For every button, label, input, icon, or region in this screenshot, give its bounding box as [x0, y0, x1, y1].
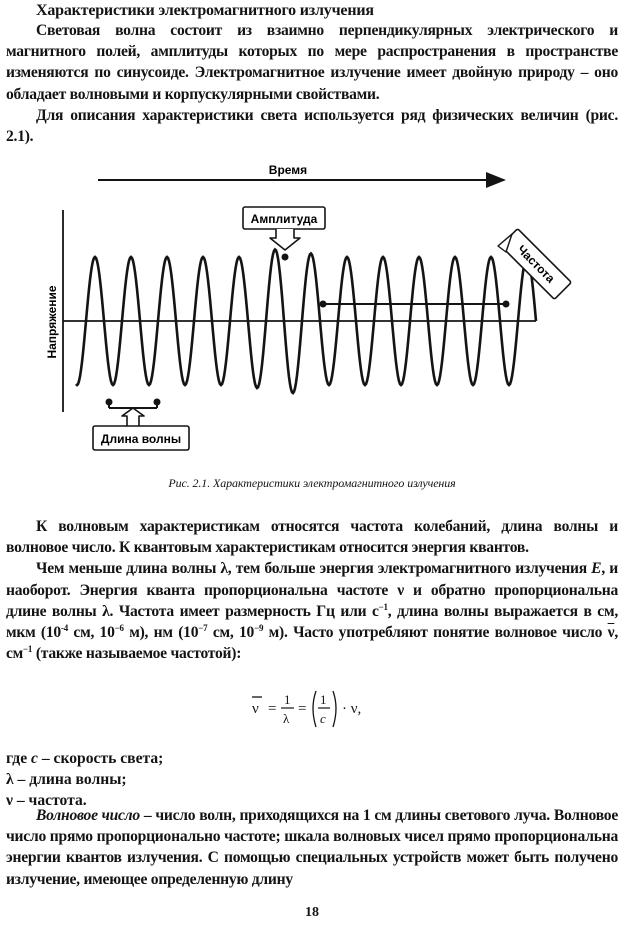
definitions-list: [6, 748, 163, 812]
formula-nu-bar: ν: [252, 701, 259, 717]
formula-one-2: 1: [320, 692, 327, 707]
paragraph-characteristics: К волновым характеристикам относятся частота колебаний, длина волны и волновое число. К квантовым характеристикам относится энергия квантов.: [6, 518, 618, 557]
section-heading: Характеристики электромагнитного излучения: [36, 2, 374, 19]
formula-equals: =: [268, 701, 277, 717]
formula-tail: · ν,: [342, 701, 362, 717]
intro-text: [6, 20, 618, 147]
definition-nu: ν – частота.: [6, 792, 87, 810]
definition-lambda: λ – длина волны;: [6, 771, 127, 789]
formula-equals-2: =: [298, 701, 307, 717]
time-label: Время: [268, 163, 308, 177]
formula-c: c: [320, 711, 326, 726]
formula-one: 1: [284, 692, 291, 707]
amplitude-label: Амплитуда: [250, 212, 318, 226]
voltage-label: Напряжение: [45, 285, 59, 359]
figure-caption: Рис. 2.1. Характеристики электромагнитного излучения: [168, 476, 456, 490]
wave-number-formula: [240, 682, 400, 732]
paragraph-wave-number: Волновое число – число волн, приходящихся на 1 см длины светового луча. Волновое число прямо пропорционально частоте; шкала волновых чисел прямо пропорциональна энергии квантов излучения. С помощью специальных устройств может быть получено излучение, имеющее определенную длину: [6, 807, 618, 888]
definition-c: где c – скорость света;: [6, 750, 164, 767]
paragraph-wave-description: Световая волна состоит из взаимно перпендикулярных электрического и магнитного полей, амплитуды которых по мере распространения в пространстве изменяются по синусоиде. Электромагнитное излучение имеет двойную природу – оно обладает волновыми и корпускулярными свойствами.: [6, 22, 618, 103]
formula-lambda: λ: [283, 711, 290, 726]
paragraph-energy: Чем меньше длина волны λ, тем больше энергия электромагнитного излучения E, и наоборот. Энергия кванта пропорциональна частоте ν и обратно пропорциональна длине волны λ. Частота имеет размерность Гц или $с^{-1}$, длина волны выражается в см, мкм ($10^{-4}$ см, $10^{-6}$ м), нм ($10^{-7}$ см, $10^{-9}$ м). Часто употребляют понятие волновое число $\overline{\nu}$, $см^{-1}$ (также называемое частотой):: [6, 560, 618, 663]
page-number: 18: [305, 905, 319, 920]
final-text: [6, 805, 618, 890]
wave-figure: [36, 150, 596, 470]
wavelength-label: Длина волны: [100, 432, 182, 446]
paragraph-figure-reference: Для описания характеристики света используется ряд физических величин (рис. 2.1).: [6, 106, 618, 146]
frequency-label: Частота: [514, 242, 558, 286]
body-text: [6, 516, 618, 664]
